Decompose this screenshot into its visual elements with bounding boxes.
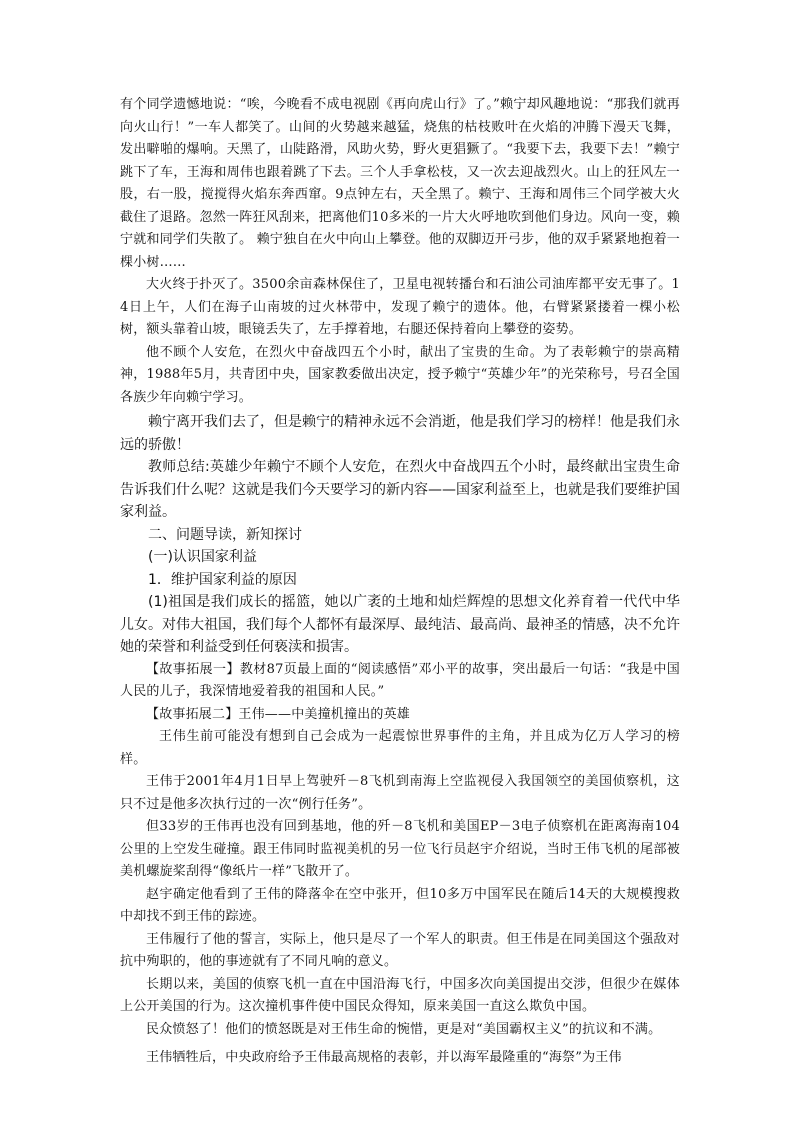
paragraph-duty: 王伟履行了他的誓言，实际上，他只是尽了一个军人的职责。但王伟是在同美国这个强敌对抗中殉职的，他的事迹就有了不同凡响的意义。 bbox=[120, 931, 680, 969]
paragraph-wang-wei-mission: 王伟于2001年4月1日早上驾驶歼－8飞机到南海上空监视侵入我国领空的美国侦察机，这只不过是他多次执行过的一次“例行任务”。 bbox=[120, 774, 680, 812]
paragraph-collision: 但33岁的王伟再也没有回到基地，他的歼－8飞机和美国EP－3电子侦察机在距离海南104公里的上空发生碰撞。跟王伟同时监视美机的另一位飞行员赵宇介绍说，当时王伟飞机的尾部被美机螺旋桨刮得“像纸片一样”飞散开了。 bbox=[120, 819, 680, 879]
paragraph-us-surveillance: 长期以来，美国的侦察飞机一直在中国沿海飞行，中国多次向美国提出交涉，但很少在媒体上公开美国的行为。这次撞机事件使中国民众得知，原来美国一直这么欺负中国。 bbox=[120, 976, 680, 1014]
paragraph-motherland: (1)祖国是我们成长的摇篮，她以广袤的土地和灿烂辉煌的思想文化养育着一代代中华儿女。对伟大祖国，我们每个人都怀有最深厚、最纯洁、最高尚、最神圣的情感，决不允许她的荣誉和利益受到任何亵渎和损害。 bbox=[120, 594, 680, 655]
section-heading-2: 二、问题导读，新知探讨 bbox=[148, 526, 302, 543]
paragraph-public-anger: 民众愤怒了！他们的愤怒既是对王伟生命的惋惜，更是对“美国霸权主义”的抗议和不满。 bbox=[146, 1021, 662, 1037]
story-extension-1: 【故事拓展一】教材87页最上面的“阅读感悟”邓小平的故事，突出最后一句话：“我是中国人民的儿子，我深情地爱着我的祖国和人民。” bbox=[120, 661, 680, 699]
story-extension-2-title: 【故事拓展二】王伟——中美撞机撞出的英雄 bbox=[146, 706, 411, 722]
paragraph-lai-ning-spirit: 赖宁离开我们去了，但是赖宁的精神永远不会消逝，他是我们学习的榜样！他是我们永远的骄傲！ bbox=[120, 414, 680, 453]
paragraph-lai-ning-honor: 他不顾个人安危，在烈火中奋战四五个小时，献出了宝贵的生命。为了表彰赖宁的崇高精神，1988年5月，共青团中央，国家教委做出决定，授予赖宁“英雄少年”的光荣称号，号召全国各族少年向赖宁学习。 bbox=[120, 344, 680, 405]
paragraph-wang-wei-intro: 王伟生前可能没有想到自己会成为一起震惊世界事件的主角，并且成为亿万人学习的榜样。 bbox=[120, 729, 680, 767]
paragraph-teacher-summary: 教师总结:英雄少年赖宁不顾个人安危，在烈火中奋战四五个小时，最终献出宝贵生命告诉我们什么呢？这就是我们今天要学习的新内容——国家利益至上，也就是我们要维护国家利益。 bbox=[120, 459, 680, 520]
paragraph-fire-story: 有个同学遗憾地说：“唉，今晚看不成电视剧《再向虎山行》了。”赖宁却风趣地说：“那我们就再向火山行！”一车人都笑了。山间的火势越来越猛，烧焦的枯枝败叶在火焰的冲腾下漫天飞舞，发出噼啪的爆响。天黑了，山陡路滑，风助火势，野火更猖獗了。“我要下去，我要下去！”赖宁跳下了车，王海和周伟也跟着跳了下去。三个人手拿松枝，又一次去迎战烈火。山上的狂风左一股，右一股，搅搅得火焰东奔西窜。9点钟左右，天全黑了。赖宁、王海和周伟三个同学被大火截住了退路。忽然一阵狂风刮来，把离他们10多米的一片大火呼地吹到他们身边。风向一变，赖宁就和同学们失散了。 赖宁独自在火中向山上攀登。他的双脚迈开弓步，他的双手紧紧地抱着一棵小树…… bbox=[120, 97, 680, 270]
document-page bbox=[120, 94, 680, 1070]
point-heading-1: 1．维护国家利益的原因 bbox=[148, 571, 297, 588]
paragraph-commemoration: 王伟牺牲后，中央政府给予王伟最高规格的表彰，并以海军最隆重的“海祭”为王伟 bbox=[146, 1050, 622, 1065]
subsection-heading-1: (一)认识国家利益 bbox=[148, 549, 257, 565]
paragraph-fire-extinguished: 大火终于扑灭了。3500余亩森林保住了，卫星电视转播台和石油公司油库都平安无事了。14日上午，人们在海子山南坡的过火林带中，发现了赖宁的遗体。他，右臂紧紧搂着一棵小松树，额头靠着山坡，眼镜丢失了，左手撑着地，右腿还保持着向上攀登的姿势。 bbox=[120, 277, 680, 337]
paragraph-search: 赵宇确定他看到了王伟的降落伞在空中张开，但10多万中国军民在随后14天的大规模搜救中却找不到王伟的踪迹。 bbox=[120, 886, 680, 924]
